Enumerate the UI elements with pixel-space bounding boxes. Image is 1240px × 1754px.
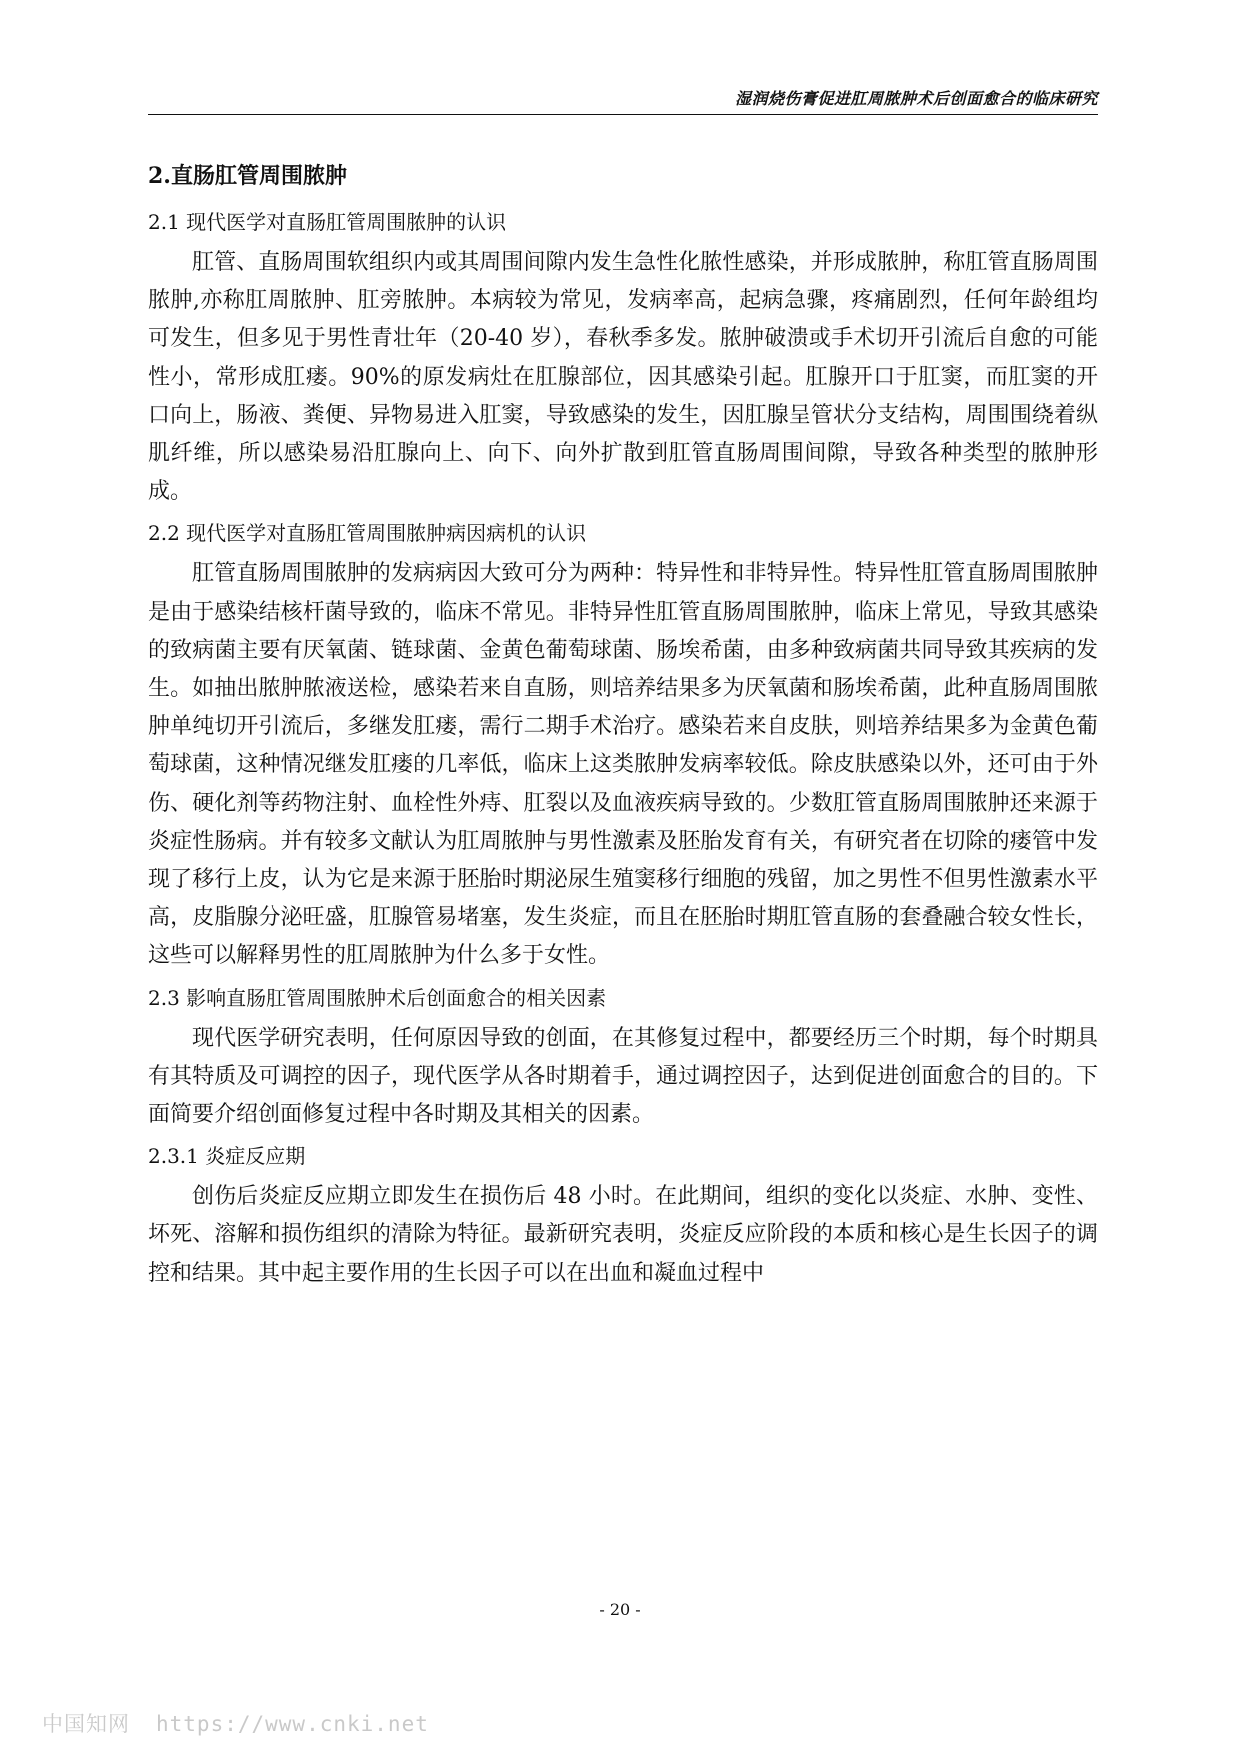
running-header: 湿润烧伤膏促进肛周脓肿术后创面愈合的临床研究	[734, 89, 1098, 108]
paragraph-2-2: 肛管直肠周围脓肿的发病病因大致可分为两种：特异性和非特异性。特异性肛管直肠周围脓肿是由于感染结核杆菌导致的，临床不常见。非特异性肛管直肠周围脓肿，临床上常见，导致其感染的致病菌主要有厌氧菌、链球菌、金黄色葡萄球菌、肠埃希菌，由多种致病菌共同导致其疾病的发生。如抽出脓肿脓液送检，感染若来自直肠，则培养结果多为厌氧菌和肠埃希菌，此种直肠周围脓肿单纯切开引流后，多继发肛瘘，需行二期手术治疗。感染若来自皮肤，则培养结果多为金黄色葡萄球菌，这种情况继发肛瘘的几率低，临床上这类脓肿发病率较低。除皮肤感染以外，还可由于外伤、硬化剂等药物注射、血栓性外痔、肛裂以及血液疾病导致的。少数肛管直肠周围脓肿还来源于炎症性肠病。并有较多文献认为肛周脓肿与男性激素及胚胎发育有关，有研究者在切除的瘘管中发现了移行上皮，认为它是来源于胚胎时期泌尿生殖窦移行细胞的残留，加之男性不但男性激素水平高，皮脂腺分泌旺盛，肛腺管易堵塞，发生炎症，而且在胚胎时期肛管直肠的套叠融合较女性长，这些可以解释男性的肛周脓肿为什么多于女性。	[148, 561, 1098, 969]
paragraph-2-3: 现代医学研究表明，任何原因导致的创面，在其修复过程中，都要经历三个时期，每个时期具有其特质及可调控的因子，现代医学从各时期着手，通过调控因子，达到促进创面愈合的目的。下面简要介绍创面修复过程中各时期及其相关的因素。	[148, 1025, 1098, 1128]
subsection-heading-2-3-1: 2.3.1 炎症反应期	[148, 1144, 306, 1169]
subsection-heading-2-3: 2.3 影响直肠肛管周围脓肿术后创面愈合的相关因素	[148, 985, 607, 1010]
paragraph-2-3-1: 创伤后炎症反应期立即发生在损伤后 48 小时。在此期间，组织的变化以炎症、水肿、变性、坏死、溶解和损伤组织的清除为特征。最新研究表明，炎症反应阶段的本质和核心是生长因子的调控和结果。其中起主要作用的生长因子可以在出血和凝血过程中	[148, 1184, 1098, 1286]
paragraph-2-1: 肛管、直肠周围软组织内或其周围间隙内发生急性化脓性感染，并形成脓肿，称肛管直肠周围脓肿,亦称肛周脓肿、肛旁脓肿。本病较为常见，发病率高，起病急骤，疼痛剧烈，任何年龄组均可发生，但多见于男性青壮年（20-40 岁），春秋季多发。脓肿破溃或手术切开引流后自愈的可能性小，常形成肛瘘。90%的原发病灶在肛腺部位，因其感染引起。肛腺开口于肛窦，而肛窦的开口向上，肠液、粪便、异物易进入肛窦，导致感染的发生，因肛腺呈管状分支结构，周围围绕着纵肌纤维，所以感染易沿肛腺向上、向下、向外扩散到肛管直肠周围间隙，导致各种类型的脓肿形成。	[148, 250, 1098, 505]
watermark	[42, 1708, 455, 1738]
page-body	[148, 160, 1098, 1299]
watermark-url: https://www.cnki.net	[156, 1712, 429, 1736]
header-rule	[148, 114, 1098, 115]
watermark-brand: 中国知网	[42, 1712, 130, 1736]
subsection-heading-2-2: 2.2 现代医学对直肠肛管周围脓肿病因病机的认识	[148, 521, 587, 546]
subsection-heading-2-1: 2.1 现代医学对直肠肛管周围脓肿的认识	[148, 210, 507, 234]
section-title: 2.直肠肛管周围脓肿	[148, 163, 347, 189]
page-number: - 20 -	[599, 1600, 641, 1619]
